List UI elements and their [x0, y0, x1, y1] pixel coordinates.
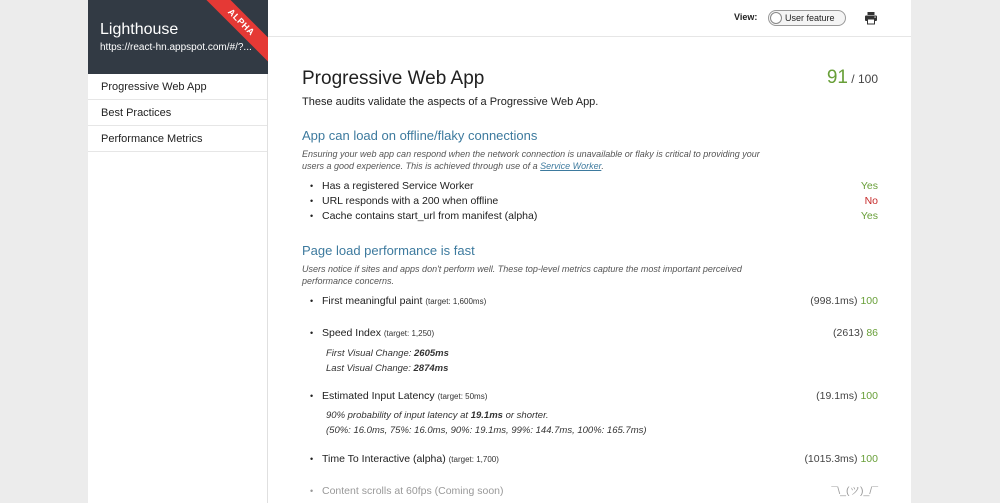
audit-label: Has a registered Service Worker [322, 180, 474, 192]
page-description: These audits validate the aspects of a Progressive Web App. [302, 96, 599, 108]
audit-result: Yes [860, 180, 878, 192]
audit-label [322, 389, 487, 404]
sidebar-item-performance-metrics[interactable]: Performance Metrics [88, 126, 267, 152]
metric-raw-value: (19.1ms) [816, 390, 858, 402]
section-description-end: . [601, 161, 604, 171]
bullet: • [310, 486, 314, 496]
metric-result [833, 326, 878, 340]
bullet: • [310, 328, 314, 338]
sub-detail-value: 2874ms [413, 363, 449, 374]
sub-detail-suffix: or shorter. [502, 410, 549, 421]
audit-row [310, 194, 878, 208]
section-description-offline [302, 148, 772, 172]
top-bar [268, 0, 911, 37]
metric-name: Time To Interactive (alpha) [322, 453, 446, 465]
metric-target: (target: 1,600ms) [425, 297, 487, 306]
audit-label [322, 294, 486, 309]
view-label: View: [734, 12, 758, 22]
metric-raw-value: (998.1ms) [810, 295, 858, 307]
metric-raw-value: (2613) [833, 327, 864, 339]
bullet: • [310, 296, 314, 306]
metric-target: (target: 50ms) [437, 392, 488, 401]
print-icon[interactable] [864, 11, 878, 25]
metric-target: (target: 1,250) [383, 329, 435, 338]
view-toggle[interactable] [768, 10, 846, 26]
metric-result [810, 294, 878, 308]
bullet: • [310, 181, 314, 191]
audit-row [310, 389, 878, 403]
section-title-performance: Page load performance is fast [302, 243, 475, 258]
metric-score: 100 [860, 295, 878, 307]
audit-label [322, 452, 499, 467]
sub-detail [326, 363, 448, 374]
metric-target: (target: 1,700) [448, 455, 499, 464]
sidebar-item-best-practices[interactable]: Best Practices [88, 100, 267, 126]
audit-row [310, 179, 878, 193]
sub-detail-value: 2605ms [414, 348, 449, 359]
sub-detail-label: 90% probability of input latency at [326, 410, 471, 421]
sub-detail-label: First Visual Change: [326, 348, 415, 359]
audit-label: Content scrolls at 60fps (Coming soon) [322, 485, 504, 497]
audit-label [322, 326, 434, 341]
page-title: Progressive Web App [302, 68, 485, 89]
app-title: Lighthouse [100, 21, 179, 38]
audit-result: No [864, 195, 878, 207]
alpha-ribbon: ALPHA [196, 0, 268, 67]
lighthouse-report [88, 0, 911, 503]
sub-detail [326, 410, 549, 421]
metric-result [816, 389, 878, 403]
main-content [268, 37, 911, 503]
metric-name: First meaningful paint [322, 295, 423, 307]
audited-url: https://react-hn.appspot.com/#/?... [100, 42, 252, 53]
audit-result: Yes [860, 210, 878, 222]
audit-row [310, 326, 878, 340]
bullet: • [310, 391, 314, 401]
metric-name: Estimated Input Latency [322, 390, 435, 402]
metric-score: 86 [866, 327, 878, 339]
audit-label: URL responds with a 200 when offline [322, 195, 499, 207]
overall-score [827, 67, 878, 89]
service-worker-link[interactable]: Service Worker [540, 161, 602, 171]
sidebar [88, 0, 268, 503]
metric-score: 100 [860, 453, 878, 465]
audit-row [310, 484, 878, 498]
sub-detail: (50%: 16.0ms, 75%: 16.0ms, 90%: 19.1ms, 99%: 144.7ms, 100%: 165.7ms) [326, 425, 647, 436]
section-title-offline: App can load on offline/flaky connections [302, 128, 538, 143]
score-value: 91 [826, 67, 848, 88]
sub-detail-value: 19.1ms [470, 410, 503, 421]
section-description-performance: Users notice if sites and apps don't perform well. These top-level metrics capture the most important perceived performance concerns. [302, 264, 742, 286]
bullet: • [310, 211, 314, 221]
bullet: • [310, 454, 314, 464]
audit-label: Cache contains start_url from manifest (alpha) [322, 210, 538, 222]
section-description-text: Ensuring your web app can respond when the network connection is unavailable or flaky is critical to providing your users a good experience. This is achieved through use of a [302, 149, 760, 171]
sidebar-header [88, 0, 268, 74]
metric-raw-value: (1015.3ms) [804, 453, 858, 465]
audit-result: ¯\_(ツ)_/¯ [831, 485, 878, 497]
audit-row [310, 452, 878, 466]
toggle-knob [770, 12, 782, 24]
bullet: • [310, 196, 314, 206]
sidebar-item-progressive-web-app[interactable]: Progressive Web App [88, 74, 267, 100]
metric-result [804, 452, 878, 466]
audit-row [310, 209, 878, 223]
score-max: / 100 [851, 72, 878, 86]
metric-score: 100 [860, 390, 878, 402]
toggle-label: User feature [785, 13, 835, 23]
metric-name: Speed Index [322, 327, 381, 339]
sub-detail-label: Last Visual Change: [326, 363, 414, 374]
audit-row [310, 294, 878, 308]
sub-detail [326, 348, 449, 359]
